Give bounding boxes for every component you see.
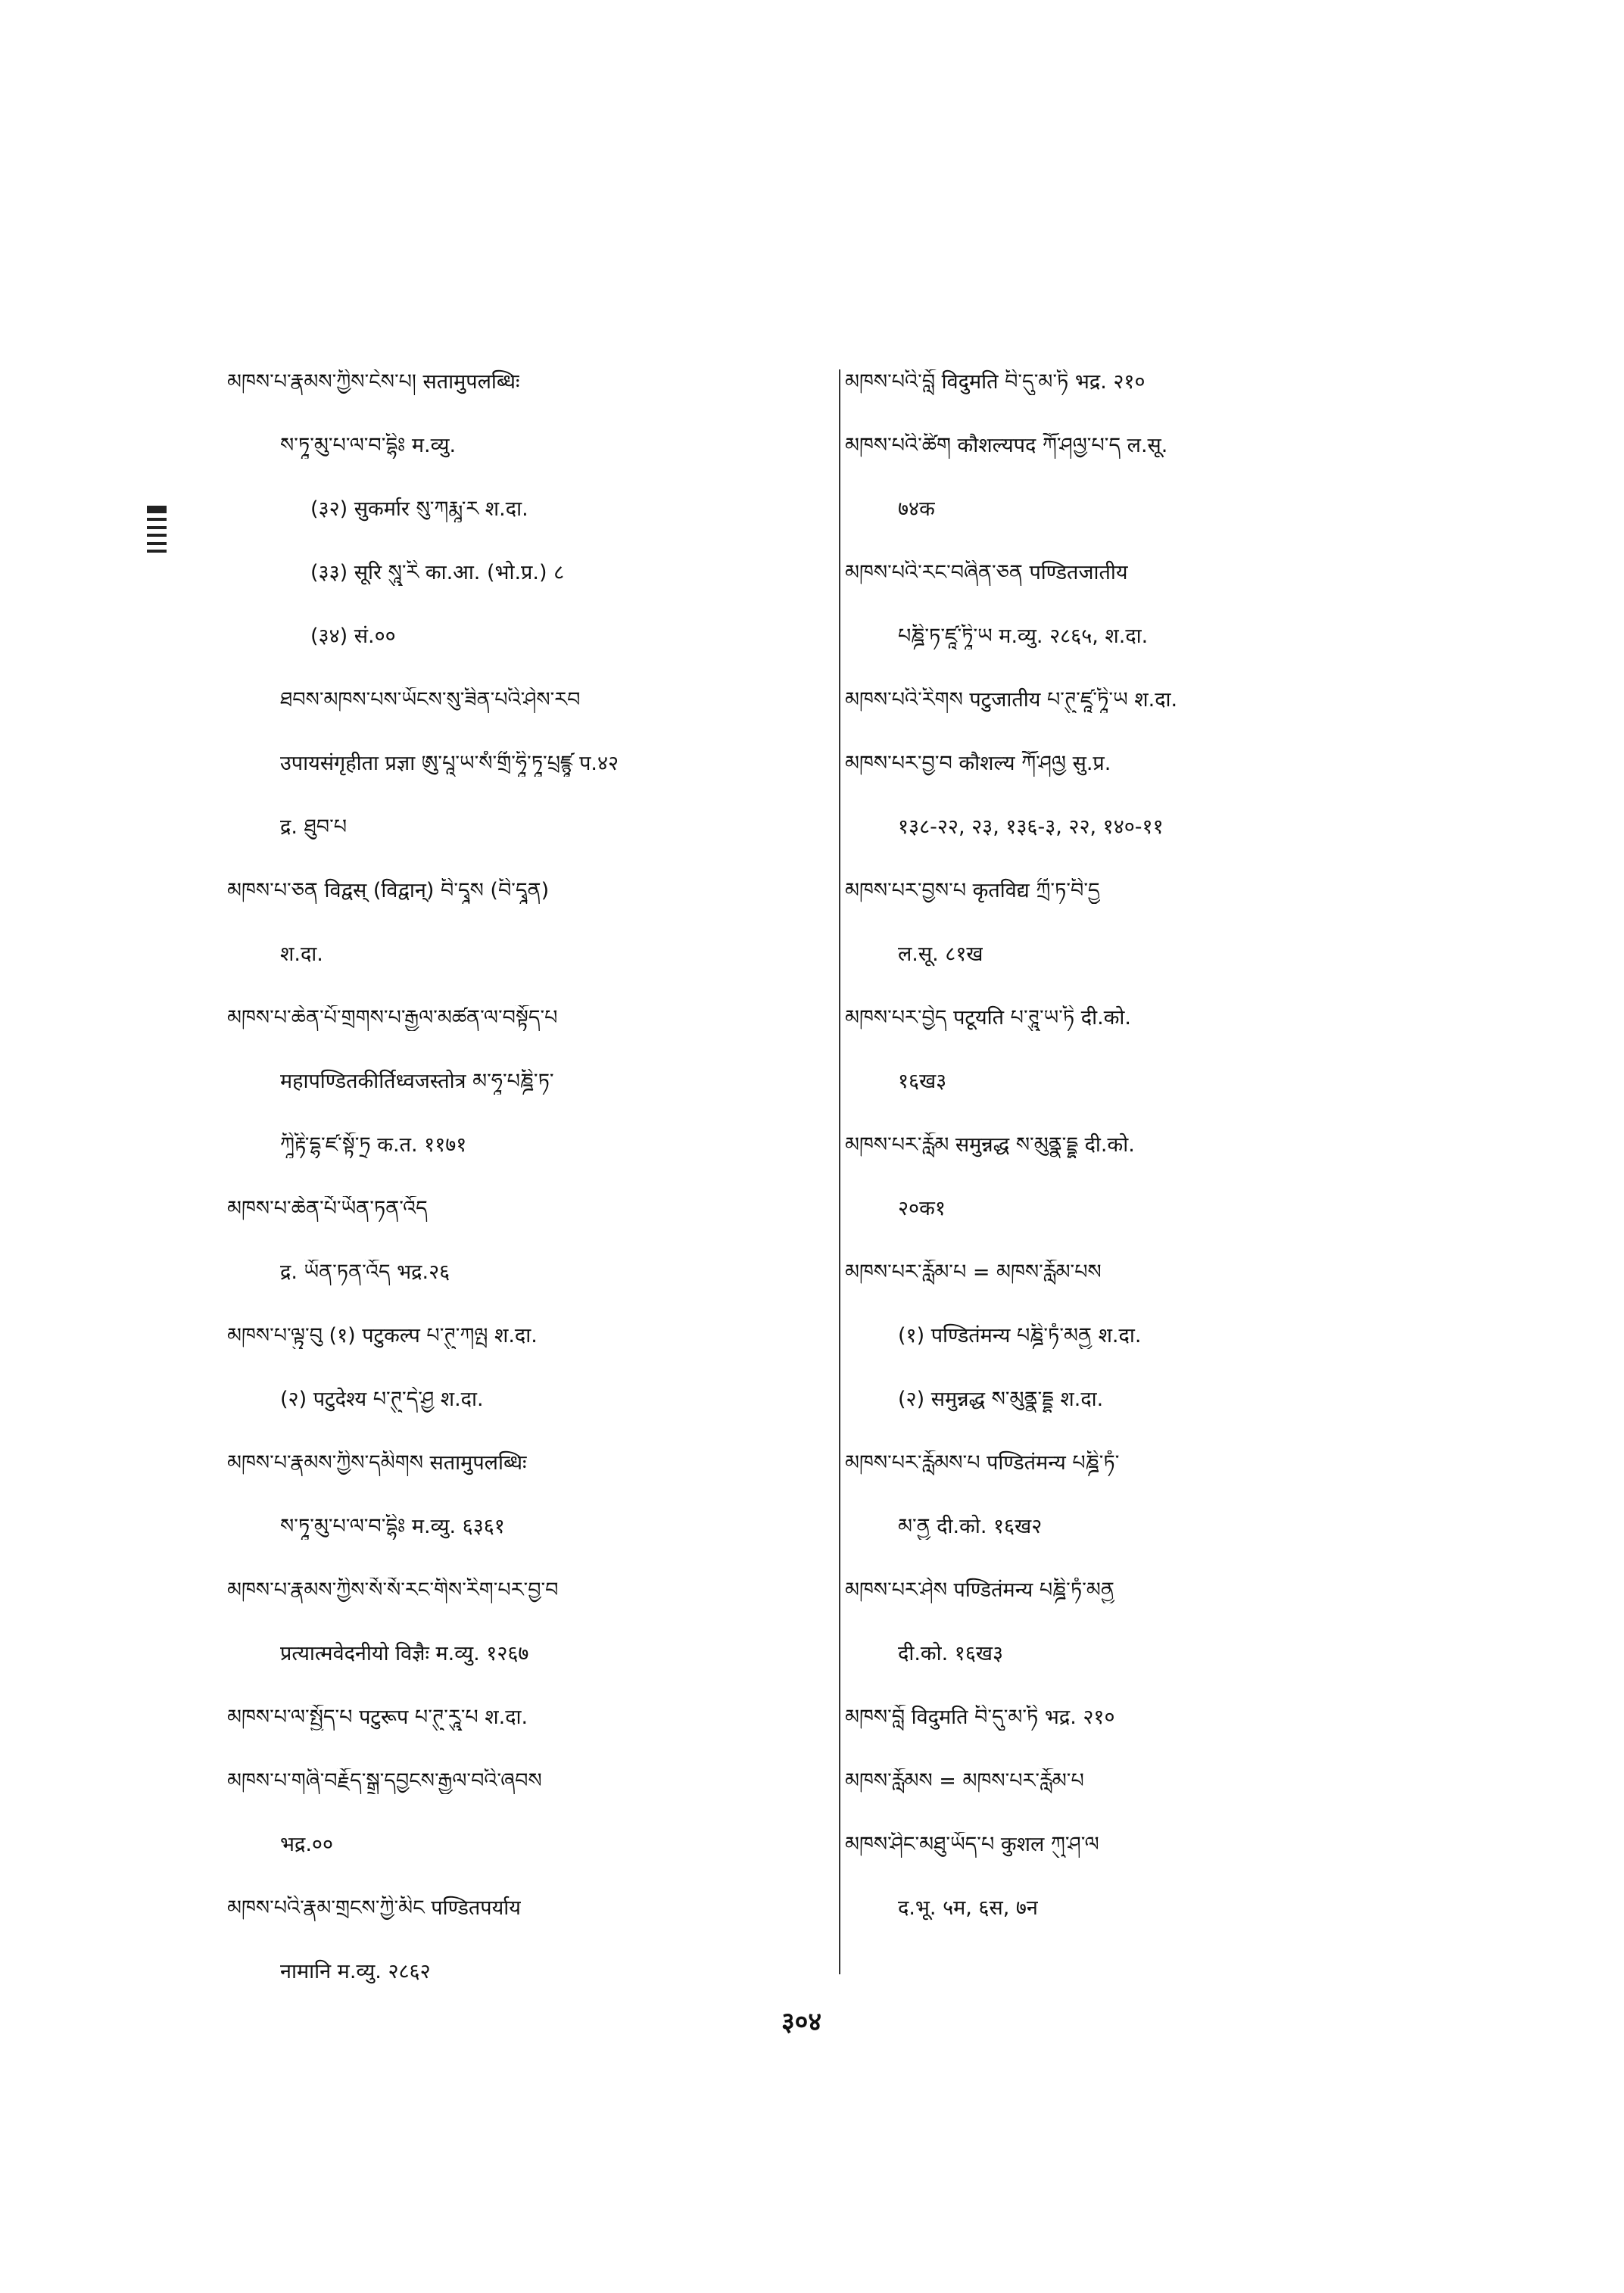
left-column-line: प्रत्यात्मवेदनीयो विज्ञैः म.व्यु. १२६७ (280, 1642, 529, 1665)
right-column-line: མཁས་པའི་རང་བཞིན་ཅན पण्डितजातीय (845, 561, 1128, 584)
right-column-line: མཁས་པར་རློམས་པ पण्डितंमन्य པཎྜི་ཏཾ་ (845, 1451, 1120, 1475)
right-column-line: མཁས་པར་རློམ समुन्नद्ध ས་མུནྣ་དྡྷ दी.को. (845, 1133, 1135, 1157)
page-number: ३०४ (781, 2007, 822, 2037)
right-column-line: མཁས་པའི་བློ विदुमति བི་དུ་མ་ཏི भद्र. २१० (845, 370, 1146, 394)
left-column-line: ས་ཏཱ་མུ་པ་ལ་བ་དྷིཿ म.व्यु. (280, 434, 457, 457)
right-column-line: १३८-२२, २३, १३६-३, २२, १४०-११ (898, 815, 1164, 839)
left-column-line: द्र. ཐུབ་པ (280, 815, 348, 839)
right-column-line: མཁས་པར་ཤེས पण्डितंमन्य པཎྜི་ཏཾ་མནྱ (845, 1578, 1114, 1602)
left-column-line: श.दा. (280, 942, 323, 966)
left-column-line: उपायसंगृहीता प्रज्ञा ཨུ་པཱ་ཡ་སཾ་གྲྀ་ཧཱི་ཏཱ་པྲཛྙཱ प.४२ (280, 752, 619, 775)
left-column-line: महापण्डितकीर्तिध्वजस्तोत्र མ་ཧཱ་པཎྜི་ཏ་ (280, 1070, 554, 1093)
left-column-line: མཁས་པ་ཆེན་པོ་གྲགས་པ་རྒྱལ་མཚན་ལ་བསྟོད་པ (227, 1006, 558, 1030)
left-column-line: भद्र.०० (280, 1833, 333, 1856)
left-column-line: (३३) सूरि སཱུ་རི का.आ. (भो.प्र.) ८ (310, 561, 565, 584)
left-column-line: (३२) सुकर्मार སུ་ཀརྨཱ་ར श.दा. (310, 497, 528, 521)
left-column-line: ས་ཏཱ་མུ་པ་ལ་བ་དྷིཿ म.व्यु. ६३६१ (280, 1515, 505, 1538)
left-column-line: མཁས་པ་ལྟུ་བུ (१) पटुकल्प པ་ཊུ་ཀལྤ श.दा. (227, 1324, 538, 1347)
right-column-line: མཁས་པར་བྱ་བ कौशल्य ཀཽ་ཤལྱ सु.प्र. (845, 752, 1111, 775)
left-column-line: नामानि म.व्यु. २८६२ (280, 1960, 431, 1983)
right-column-line: མཁས་ཤིང་མཐུ་ཡོད་པ कुशल ཀུ་ཤ་ལ (845, 1833, 1099, 1856)
left-column-line: མཁས་པ་ཅན विद्वस् (विद्वान्) བི་དྭཱས (བི་དྭཱན) (227, 879, 550, 902)
right-column-line: མཁས་རློམས = མཁས་པར་རློམ་པ (845, 1769, 1084, 1793)
column-divider (839, 369, 840, 1974)
right-column-line: ७४क (898, 497, 935, 521)
right-column-line: མཁས་པར་བྱེད पटूयति པ་ཊཱུ་ཡ་ཏི दी.को. (845, 1006, 1132, 1030)
right-column-line: མཁས་བློ विदुमति བི་དུ་མ་ཏི भद्र. २१० (845, 1706, 1115, 1729)
right-column-line: २०क१ (898, 1197, 946, 1220)
right-column-line: १६ख३ (898, 1070, 947, 1093)
right-column-line: མཁས་པའི་རིགས पटुजातीय པ་ཊུ་ཛཱ་ཏཱི་ཡ श.दा. (845, 688, 1178, 712)
left-column-line: མཁས་པ་རྣམས་ཀྱིས་ངེས་པ། सतामुपलब्धिः (227, 370, 520, 394)
right-column-line: (२) समुन्नद्ध ས་མུནྣ་དྡྷ श.दा. (898, 1388, 1104, 1411)
left-column-line: མཁས་པ་རྣམས་ཀྱིས་དམིགས सतामुपलब्धिः (227, 1451, 527, 1475)
right-column-line: མཁས་པའི་ཚིག कौशल्यपद ཀཽ་ཤལྱ་པ་ད ल.सू. (845, 434, 1168, 457)
right-column-line: दी.को. १६ख३ (898, 1642, 1004, 1665)
right-column-line: द.भू. ५म, ६स, ७न (898, 1896, 1038, 1920)
left-column-line: མཁས་པ་གཞི་བརྗོད་སྒྲ་དབྱངས་རྒྱལ་བའི་ཞབས (227, 1769, 542, 1793)
margin-mark-icon (147, 506, 167, 553)
right-column-line: པཎྜི་ཏ་ཛཱ་ཏཱི་ཡ म.व्यु. २८६५, श.दा. (898, 625, 1149, 648)
left-column-line: द्र. ཡོན་ཏན་འོད भद्र.२६ (280, 1260, 450, 1284)
left-column-line: མཁས་པ་ལ་སྤྱོད་པ पटुरूप པ་ཊུ་རཱུ་པ श.दा. (227, 1706, 528, 1729)
left-column-line: (३४) सं.०० (310, 625, 396, 648)
right-column-line: (१) पण्डितंमन्य པཎྜི་ཏཾ་མནྱ श.दा. (898, 1324, 1142, 1347)
right-column-line: ल.सू. ८१ख (898, 942, 983, 966)
left-column-line: མཁས་པའི་རྣམ་གྲངས་ཀྱི་མིང पण्डितपर्याय (227, 1896, 521, 1920)
left-column-line: མཁས་པ་རྣམས་ཀྱིས་སོ་སོ་རང་གིས་རིག་པར་བྱ་བ (227, 1578, 559, 1602)
left-column-line: (२) पटुदेश्य པ་ཊུ་དེ་ཤྱ श.दा. (280, 1388, 484, 1411)
right-column-line: མཁས་པར་བྱས་པ कृतविद्य ཀྲྀ་ཏ་བི་དྱ (845, 879, 1100, 902)
right-column-line: མ་ནྱ दी.को. १६ख२ (898, 1515, 1043, 1538)
left-column-line: ཐབས་མཁས་པས་ཡོངས་སུ་ཟིན་པའི་ཤེས་རབ (280, 688, 581, 712)
left-column-line: མཁས་པ་ཆེན་པོ་ཡོན་ཏན་འོད (227, 1197, 428, 1220)
left-column-line: ཀཱིརྟི་དྷྭ་ཛ་སྟོ་ཏྲ क.त. ११७१ (280, 1133, 467, 1157)
right-column-line: མཁས་པར་རློམ་པ = མཁས་རློམ་པས (845, 1260, 1102, 1284)
